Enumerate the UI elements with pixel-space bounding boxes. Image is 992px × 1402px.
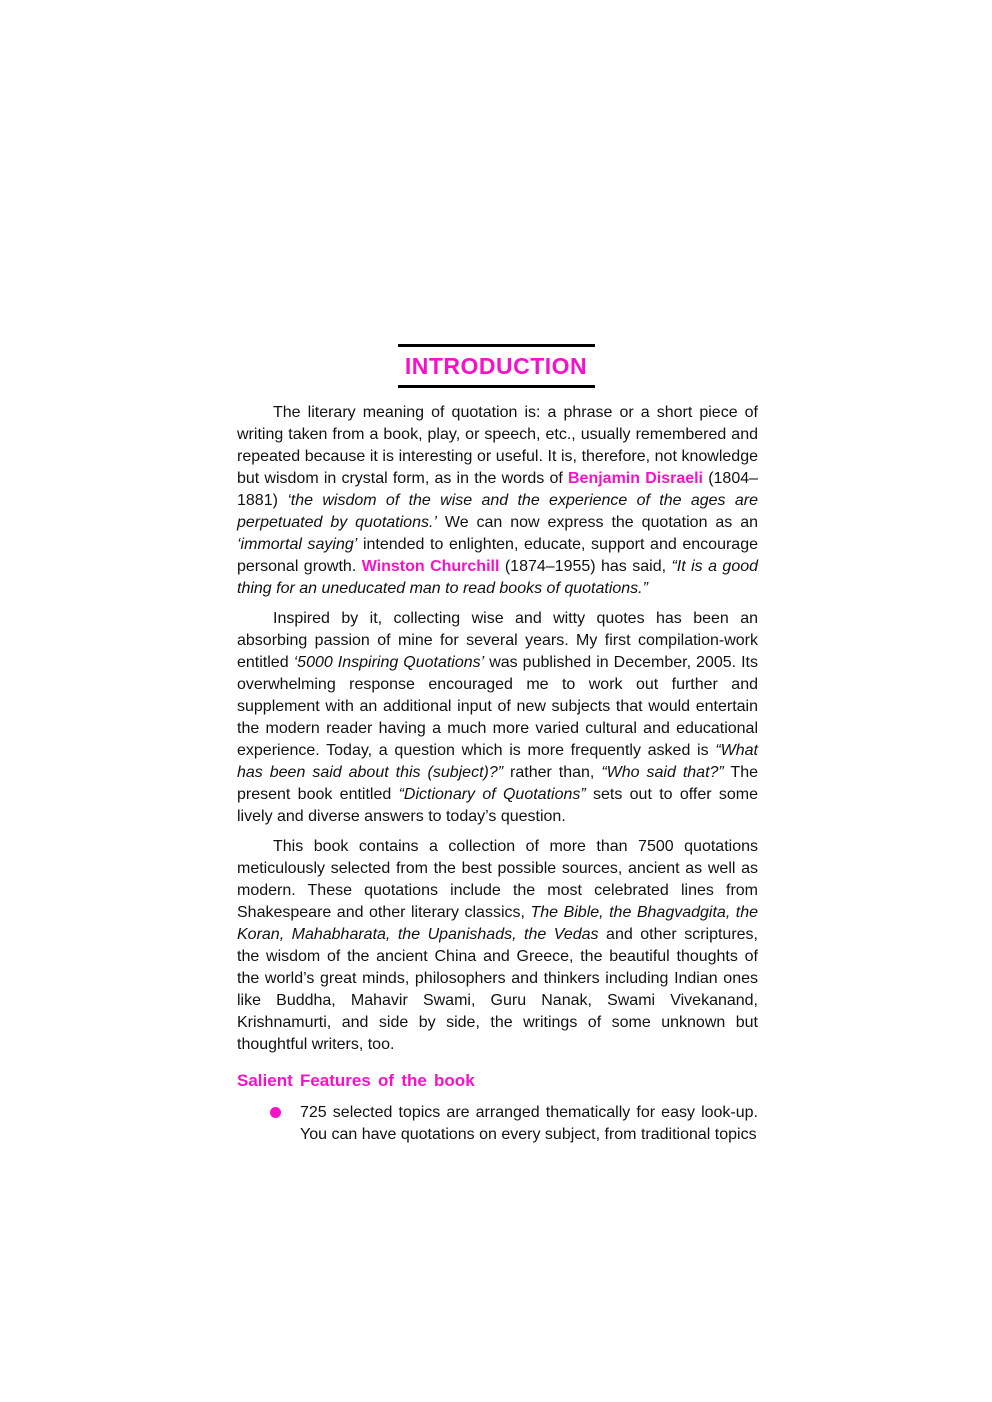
text-segment: ‘the wisdom of the wise and the experience of the ages are perpetuated by quotations.’ xyxy=(237,491,759,531)
bullet-icon xyxy=(270,1107,281,1118)
intro-paragraph-3 xyxy=(237,836,758,1056)
text-segment: intended to enlighten, educate, support and encourage personal growth. xyxy=(237,535,759,575)
text-segment: Inspired by it, collecting wise and witty quotes has been an absorbing passion of mine for several years. My first compilation-work entitled xyxy=(237,609,758,671)
text-segment: 725 selected topics are arranged thematically for easy look-up. You can have quotations on every subject, from traditional topics xyxy=(300,1103,758,1143)
text-segment: was published in December, 2005. Its overwhelming response encouraged me to work out further and supplement with an additional input of new subjects that would entertain the modern reader having a much more varied cultural and educational experience. Today, a question which is more frequently asked is xyxy=(237,653,758,759)
page-body xyxy=(237,402,758,1146)
text-segment: rather than, xyxy=(503,763,602,781)
text-segment: This book contains a collection of more than 7500 quotations meticulously selected from the best possible sources, ancient as well as modern. These quotations include the most celebrated lines from Shakespeare and other literary classics, xyxy=(237,837,758,921)
text-segment: “What has been said about this (subject)?” xyxy=(237,741,758,781)
chapter-title-block xyxy=(398,344,595,388)
text-segment: The Bible, the Bhagvadgita, the Koran, Mahabharata, the Upanishads, the Vedas xyxy=(237,903,759,943)
intro-paragraph-1 xyxy=(237,402,758,600)
text-segment: sets out to offer some lively and diverse answers to today’s question. xyxy=(237,785,759,825)
text-segment: Winston Churchill xyxy=(361,557,500,575)
title-rule-bottom xyxy=(398,385,595,388)
text-segment: “It is a good thing for an uneducated man to read books of quotations.” xyxy=(237,557,759,597)
text-segment: We can now express the quotation as an xyxy=(436,513,759,531)
text-segment: and other scriptures, the wisdom of the ancient China and Greece, the beautiful thoughts of the world’s great minds, philosophers and thinkers including Indian ones like Buddha, Mahavir Swami, Guru Nanak, Swami Vivekanand, Krishnamurti, and side by side, the writings of some unknown but thoughtful writers, too. xyxy=(237,925,759,1053)
feature-list-item xyxy=(237,1102,758,1146)
chapter-title: INTRODUCTION xyxy=(404,353,588,379)
section-heading-salient-features: Salient Features of the book xyxy=(237,1070,475,1090)
feature-text xyxy=(300,1104,758,1143)
text-segment: The literary meaning of quotation is: a phrase or a short piece of writing taken from a book, play, or speech, etc., usually remembered and repeated because it is interesting or useful. It is, therefore, not knowledge but wisdom in crystal form, as in the words of xyxy=(237,403,758,487)
text-segment: ‘5000 Inspiring Quotations’ xyxy=(293,653,485,671)
text-segment: The present book entitled xyxy=(237,763,758,803)
feature-list xyxy=(237,1102,758,1146)
text-segment: Benjamin Disraeli xyxy=(568,469,704,487)
text-segment: “Who said that?” xyxy=(601,763,724,781)
text-segment: “Dictionary of Quotations” xyxy=(398,785,586,803)
text-segment: ‘immortal saying’ xyxy=(237,535,358,553)
text-segment: (1874–1955) has said, xyxy=(499,557,672,575)
text-segment: (1804–1881) xyxy=(237,469,759,509)
intro-paragraph-2 xyxy=(237,608,758,828)
